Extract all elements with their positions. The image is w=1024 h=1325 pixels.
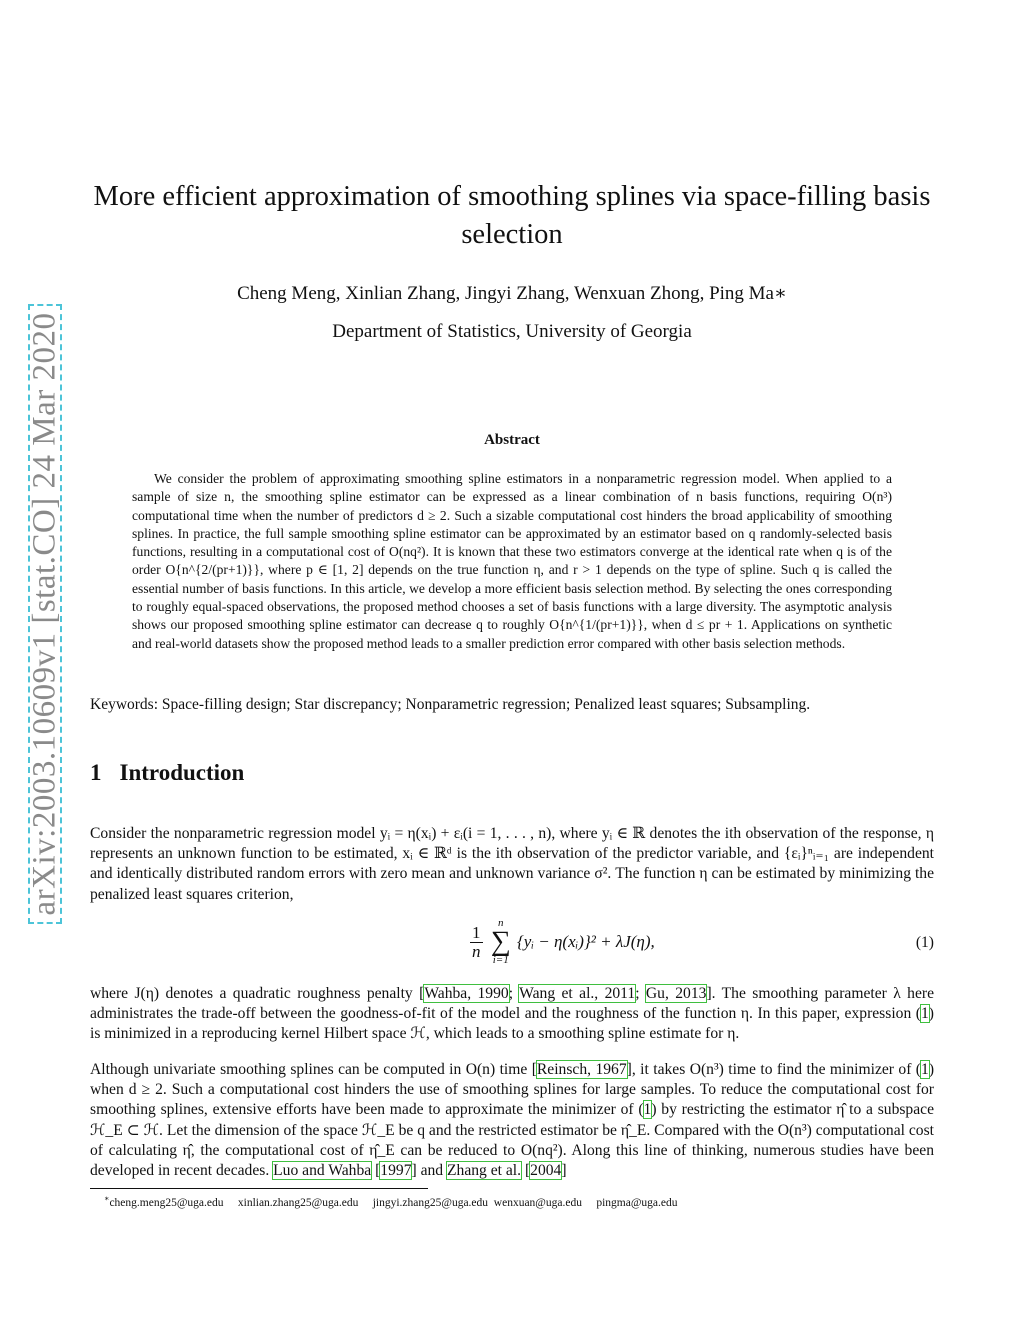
citation-link[interactable]: Luo and Wahba bbox=[273, 1162, 372, 1180]
text-run: ] and bbox=[411, 1162, 447, 1180]
footnote-mark: ∗ bbox=[104, 1194, 110, 1203]
equation-body bbox=[470, 918, 655, 966]
equation-reference-link[interactable]: 1 bbox=[921, 1061, 929, 1078]
intro-paragraph-2 bbox=[90, 984, 934, 1045]
summation bbox=[491, 918, 511, 966]
equation-expression: {yᵢ − η(xᵢ)}² + λJ(η), bbox=[516, 932, 655, 951]
citation-link[interactable]: Wang et al., 2011 bbox=[519, 985, 636, 1002]
sum-upper-limit: n bbox=[497, 917, 504, 929]
section-number: 1 bbox=[90, 760, 102, 785]
fraction-denominator: n bbox=[472, 941, 481, 961]
arxiv-identifier[interactable]: arXiv:2003.10609v1 [stat.CO] 24 Mar 2020 bbox=[26, 312, 63, 916]
text-run: ; bbox=[635, 985, 646, 1002]
abstract-text: We consider the problem of approximating smoothing spline estimators in a nonparametric regression model. When applied to a sample of size n, the smoothing spline estimator can be expressed as a linear combination of n basis functions, requiring O(n³) computational time when the number of predictors d ≥ 2. Such a sizable computational cost hinders the broad applicability of smoothing splines. In practice, the full sample smoothing spline estimator can be approximated by an estimator based on q randomly-selected basis functions, resulting in a computational cost of O(nq²). It is known that these two estimators converge at the identical rate when q is of the order O{n^{2/(pr+1)}}, where p ∈ [1, 2] depends on the true function η, and r > 1 depends on the type of spline. Such q is called the essential number of basis functions. In this article, we develop a more efficient basis selection method. By selecting the ones corresponding to roughly equal-spaced observations, the proposed method chooses a set of basis functions with a large diversity. The asymptotic analysis shows our proposed smoothing spline estimator can decrease q to roughly O{n^{1/(pr+1)}}, when d ≤ pr + 1. Applications on synthetic and real-world datasets show the proposed method leads to a smaller prediction error compared with other basis selection methods. bbox=[132, 471, 892, 651]
keywords: Keywords: Space-filling design; Star discrepancy; Nonparametric regression; Penalized least squares; Subsampling. bbox=[90, 696, 811, 713]
paper-title: More efficient approximation of smoothing splines via space-filling basis selection bbox=[93, 181, 931, 250]
citation-link[interactable]: Reinsch, 1967 bbox=[536, 1061, 627, 1078]
text-run: ], it takes O(n³) time to find the minimizer of ( bbox=[626, 1061, 922, 1078]
equation-reference-link[interactable]: 1 bbox=[921, 1005, 929, 1023]
citation-link[interactable]: Gu, 2013 bbox=[645, 985, 707, 1002]
equation-reference-link[interactable]: 1 bbox=[643, 1101, 652, 1119]
paper-affiliation: Department of Statistics, University of Georgia bbox=[332, 321, 692, 342]
sum-symbol: ∑ bbox=[490, 926, 511, 957]
footnote-text: cheng.meng25@uga.edu xinlian.zhang25@uga.edu jingyi.zhang25@uga.edu wenxuan@uga.edu pingma@uga.edu bbox=[109, 1196, 678, 1209]
citation-link[interactable]: Wahba, 1990 bbox=[424, 985, 509, 1002]
text-run: ) by restricting the estimator η̂ to a subspace ℋ_E ⊂ ℋ. Let the dimension of the space ℋ_E be q and the restricted estimator be η̂_E. Compared with the O(n³) computational cost of calculating η̂, the computational cost of η̂_E can be reduced to O(nq²). Along this line of thinking, numerous studies have been developed in recent decades. bbox=[90, 1101, 934, 1180]
citation-link[interactable]: Zhang et al. bbox=[447, 1162, 522, 1180]
equation-number: (1) bbox=[915, 934, 934, 951]
intro-paragraph-1: Consider the nonparametric regression model yᵢ = η(xᵢ) + εᵢ(i = 1, . . . , n), where yᵢ ∈ ℝ denotes the ith observation of the response, η represents an unknown function to be estimated, xᵢ ∈ ℝᵈ is the ith observation of the predictor variable, and {εᵢ}ⁿᵢ₌₁ are independent and identically distributed random errors with zero mean and unknown variance σ². The function η can be estimated by minimizing the penalized least squares criterion, bbox=[90, 825, 934, 903]
intro-paragraph-3 bbox=[90, 1060, 934, 1181]
citation-link[interactable]: 1997 bbox=[380, 1162, 412, 1180]
text-run: [ bbox=[371, 1162, 381, 1180]
citation-link[interactable]: 2004 bbox=[530, 1162, 562, 1180]
equation-fraction bbox=[470, 924, 483, 961]
text-run: [ bbox=[521, 1162, 531, 1180]
fraction-numerator: 1 bbox=[472, 922, 481, 942]
text-run: ) when d ≥ 2. Such a computational cost hinders the use of smoothing splines for large samples. To reduce the computational cost for smoothing splines, extensive efforts have been made to approximate the minimizer of ( bbox=[90, 1061, 935, 1119]
footnote-emails bbox=[104, 1194, 678, 1209]
equation-1 bbox=[90, 918, 934, 974]
sum-lower-limit: i=1 bbox=[492, 954, 509, 966]
text-run: where J(η) denotes a quadratic roughness penalty [ bbox=[90, 985, 425, 1002]
text-run: ) is minimized in a reproducing kernel Hilbert space ℋ, which leads to a smoothing spline estimate for η. bbox=[90, 1005, 934, 1043]
abstract-heading: Abstract bbox=[484, 432, 540, 448]
paper-authors: Cheng Meng, Xinlian Zhang, Jingyi Zhang, Wenxuan Zhong, Ping Ma∗ bbox=[237, 283, 787, 304]
text-run: Although univariate smoothing splines can be computed in O(n) time [ bbox=[90, 1061, 537, 1078]
text-run: ]. The smoothing parameter λ here administrates the trade-off between the goodness-of-fit of the model and the roughness of the function η. In this paper, expression ( bbox=[90, 985, 935, 1023]
section-heading-introduction bbox=[90, 760, 244, 786]
text-run: ; bbox=[508, 985, 520, 1002]
text-run: ] bbox=[561, 1162, 567, 1180]
footnote-rule bbox=[90, 1188, 428, 1189]
section-title: Introduction bbox=[119, 760, 245, 785]
